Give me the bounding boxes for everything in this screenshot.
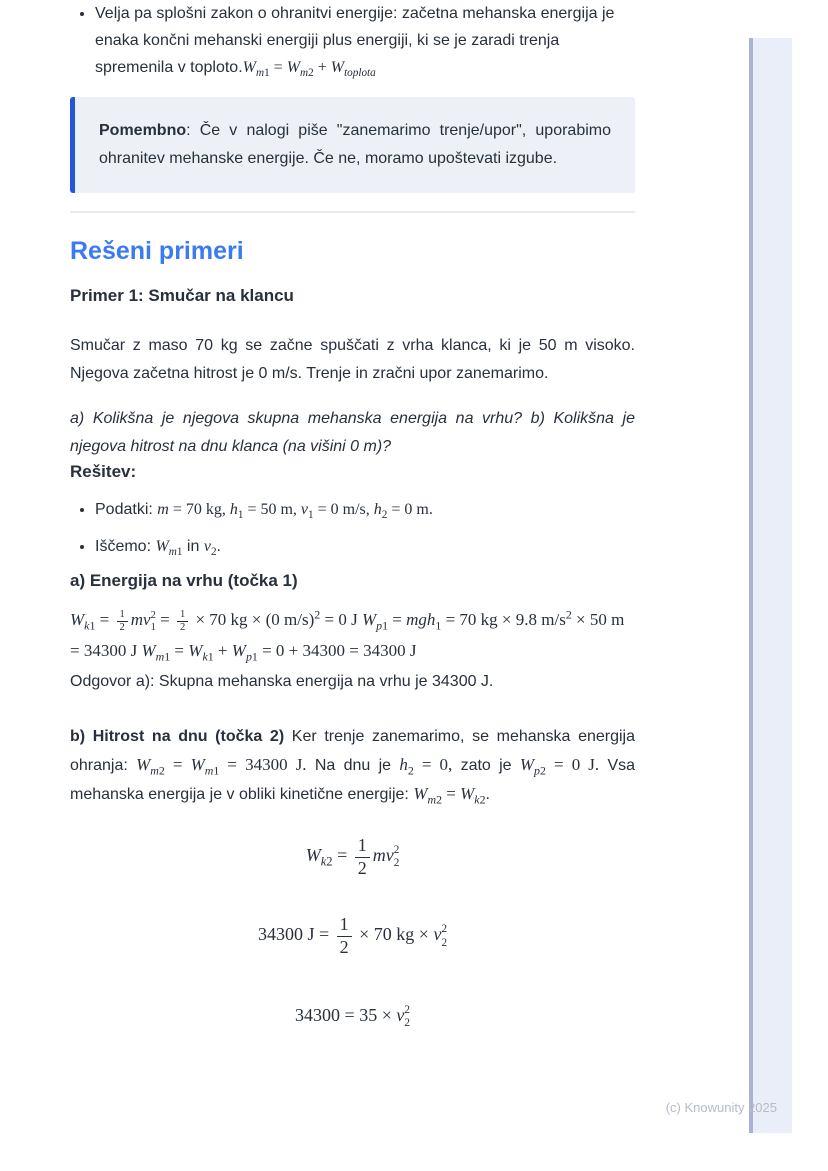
- intro-bullet-list: [70, 0, 635, 81]
- important-label: Pomembno: [99, 122, 187, 139]
- bullet-unknowns: • Iščemo: $W_{m1}$ in $v_2$.: [95, 533, 635, 560]
- solution-data-list: [70, 496, 635, 560]
- important-callout: [70, 97, 635, 193]
- important-body: : Če v nalogi piše "zanemarimo trenje/upor", uporabimo ohranitev mehanske energije. Če ne, moramo upoštevati izgube.: [99, 122, 611, 167]
- part-a-title: a) Energija na vrhu (točka 1): [70, 571, 298, 590]
- section-title: Rešeni primeri: [70, 237, 244, 265]
- equation-kinetic-energy: $W_{k2}$ = $\frac{1}{2}$ mv 2 2: [305, 835, 400, 878]
- part-b-paragraph: b) Hitrost na dnu (točka 2) Ker trenje zanemarimo, se mehanska energija ohranja: $W_{m2} = W_{m1} = 34300$ J. Na dnu je $h_2 = 0$, zato je $W_{p2} = 0$ J. Vsa mehanska energija je v obliki kinetične energije: $W_{m2} = W_{k2}$.: [70, 728, 636, 807]
- bullet-energy-law: [95, 0, 635, 81]
- solution-label: Rešitev:: [70, 462, 137, 481]
- equation-simplified: 34300 = 35 × v 2 2: [295, 1003, 410, 1030]
- energy-law-formula: $W_{m1} = W_{m2} + W_{toplota}$: [242, 59, 376, 80]
- part-a-calculation: [70, 605, 635, 697]
- copyright-notice: (c) Knowunity 2025: [665, 1100, 777, 1115]
- section-divider: [70, 211, 635, 213]
- document-content: [70, 0, 635, 1031]
- problem-questions: a) Kolikšna je njegova skupna mehanska energija na vrhu? b) Kolikšna je njegova hitrost na dnu klanca (na višini 0 m)?: [70, 410, 635, 455]
- problem-statement: Smučar z maso 70 kg se začne spuščati z vrha klanca, ki je 50 m visoko. Njegova začetna hitrost je 0 m/s. Trenje in zračni upor zanemarimo.: [70, 337, 635, 382]
- scrollbar-track[interactable]: [749, 38, 792, 1133]
- equation-substituted: 34300 J = $\frac{1}{2}$ × 70 kg × v 2 2: [257, 914, 448, 958]
- energy-law-text: Velja pa splošni zakon o ohranitvi energije: začetna mehanska energija je enaka končni mehanski energiji plus energiji, ki se je zaradi trenja spremenila v toploto.: [95, 5, 615, 76]
- part-a-formulas: $W_{k1}$ = $\frac{1}{2}$ mv 2 1 = $\frac{1}{2}$ × 70 kg × (0 m/s)$^2$ = 0 J $W_{p1} = mgh_1 = 70$ kg × 9.8 $m/s^2 \times 50$ m = 34300 J $W_{m1} = W_{k1} + W_{p1} = 0 + 34300 = 34300$ J: [70, 607, 625, 664]
- important-callout-text: [99, 117, 611, 173]
- bullet-given-data: • Podatki: m = 70 kg, $h_1 = 50$ m, $v_1 = 0$ m/s, $h_2 = 0$ m.: [95, 496, 635, 523]
- example-title: Primer 1: Smučar na klancu: [70, 286, 294, 305]
- part-a-answer: Odgovor a): Skupna mehanska energija na vrhu je 34300 J.: [70, 673, 494, 690]
